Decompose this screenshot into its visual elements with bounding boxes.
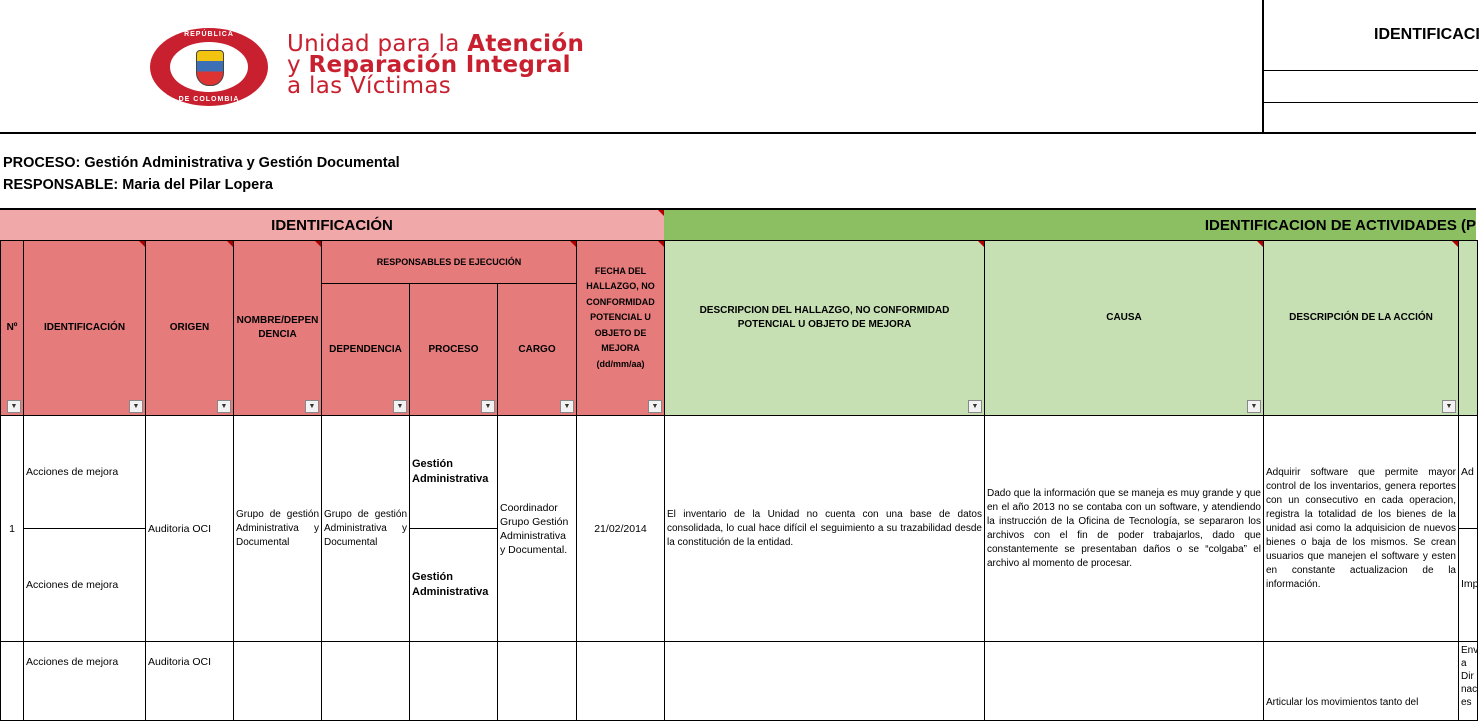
header-label: DEPENDENCIA bbox=[329, 343, 402, 355]
filter-dropdown-icon[interactable]: ▼ bbox=[1442, 400, 1456, 413]
row2-next: Env a Dir nac es bbox=[1458, 641, 1478, 721]
seal-top-text: REPÚBLICA bbox=[184, 31, 234, 38]
unidad-logo bbox=[287, 31, 585, 99]
row1-cargo: Coordinador Grupo Gestión Administrativa y Documental. bbox=[497, 415, 577, 642]
row1-identificacion-b: Acciones de mejora bbox=[23, 528, 146, 642]
col-header-nombre bbox=[233, 240, 322, 416]
logo-text: a las Víctimas bbox=[287, 73, 452, 99]
filter-dropdown-icon[interactable]: ▼ bbox=[217, 400, 231, 413]
col-header-origen bbox=[145, 240, 234, 416]
process-info bbox=[3, 152, 400, 196]
responsable-label: RESPONSABLE: Maria del Pilar Lopera bbox=[3, 177, 273, 193]
band-actividades bbox=[664, 208, 1476, 241]
logo-text: Unidad para la bbox=[287, 31, 468, 57]
row1-descripcion: El inventario de la Unidad no cuenta con una base de datos consolidada, lo cual hace difícil el seguimiento a su trazabilidad desde la constitución de la entidad. bbox=[664, 415, 985, 642]
row1-origen: Auditoria OCI bbox=[145, 415, 234, 642]
row2-identificacion: Acciones de mejora bbox=[23, 641, 146, 721]
col-header-next bbox=[1458, 240, 1478, 416]
filter-dropdown-icon[interactable]: ▼ bbox=[560, 400, 574, 413]
row2-fecha bbox=[576, 641, 665, 721]
filter-dropdown-icon[interactable]: ▼ bbox=[481, 400, 495, 413]
header-label: NOMBRE/DEPENDENCIA bbox=[236, 315, 319, 340]
header-right-box bbox=[1262, 0, 1480, 134]
row1-num: 1 bbox=[0, 415, 24, 642]
row1-next-a: Ad bbox=[1458, 415, 1478, 529]
row2-nombre bbox=[233, 641, 322, 721]
header-label: DESCRIPCIÓN DE LA ACCIÓN bbox=[1289, 312, 1433, 323]
row1-next-b: Imp bbox=[1458, 528, 1478, 642]
header-label: RESPONSABLES DE EJECUCIÓN bbox=[376, 257, 522, 267]
row1-proceso-a: Gestión Administrativa bbox=[409, 415, 498, 529]
row2-proceso bbox=[409, 641, 498, 721]
filter-dropdown-icon[interactable]: ▼ bbox=[648, 400, 662, 413]
band-title: IDENTIFICACION DE ACTIVIDADES (P bbox=[1204, 217, 1476, 234]
col-header-cargo bbox=[497, 283, 577, 416]
col-header-fecha bbox=[576, 240, 665, 416]
divider bbox=[1264, 102, 1478, 103]
header-label: CARGO bbox=[518, 343, 556, 355]
row1-proceso-b: Gestión Administrativa bbox=[409, 528, 498, 642]
header-label: Nº bbox=[6, 322, 18, 333]
header-label: CAUSA bbox=[1106, 312, 1142, 323]
col-header-accion bbox=[1263, 240, 1459, 416]
header-label: PROCESO bbox=[428, 343, 479, 355]
col-header-responsables bbox=[321, 240, 577, 284]
row1-accion: Adquirir software que permite mayor control de los inventarios, genera reportes con un consecutivo en cada operacion, registra la totalidad de los bienes de la unidad asi como la adquisicion de nuevos bienes o baja de los mismos. Se crean usuarios que manejen el software y esten en constante actualizacion de la información. bbox=[1263, 415, 1459, 642]
filter-dropdown-icon[interactable]: ▼ bbox=[7, 400, 21, 413]
divider bbox=[1264, 70, 1478, 71]
col-header-proceso bbox=[409, 283, 498, 416]
row2-causa bbox=[984, 641, 1264, 721]
row2-num bbox=[0, 641, 24, 721]
document-header bbox=[0, 0, 1480, 134]
header-label: IDENTIFICACIÓN bbox=[43, 322, 126, 333]
row1-causa: Dado que la información que se maneja es muy grande y que en el año 2013 no se contaba con un software, y atendiendo la instrucción de la Oficina de Tecnología, se separaron los archivos con el fin de poder trabajarlos, dado que constantemente se presentaban daños o se “colgaba” el archivo al momento de procesar. bbox=[984, 415, 1264, 642]
row2-cargo bbox=[497, 641, 577, 721]
col-header-identificacion bbox=[23, 240, 146, 416]
col-header-causa bbox=[984, 240, 1264, 416]
band-identificacion bbox=[0, 208, 664, 241]
row2-descripcion bbox=[664, 641, 985, 721]
colombia-seal-icon bbox=[150, 28, 268, 106]
col-header-dependencia bbox=[321, 283, 410, 416]
col-header-num bbox=[0, 240, 24, 416]
band-title: IDENTIFICACIÓN bbox=[271, 217, 393, 234]
row1-identificacion-a: Acciones de mejora bbox=[23, 415, 146, 529]
header-label: DESCRIPCION DEL HALLAZGO, NO CONFORMIDAD POTENCIAL U OBJETO DE MEJORA bbox=[699, 305, 950, 330]
shield-icon bbox=[196, 50, 224, 86]
row2-dependencia bbox=[321, 641, 410, 721]
logo-text: y bbox=[287, 52, 309, 78]
row1-fecha: 21/02/2014 bbox=[576, 415, 665, 642]
filter-dropdown-icon[interactable]: ▼ bbox=[1247, 400, 1261, 413]
header-label: FECHA DEL HALLAZGO, NO CONFORMIDAD POTENCIAL U OBJETO DE MEJORA (dd/mm/aa) bbox=[586, 265, 655, 369]
seal-bottom-text: DE COLOMBIA bbox=[178, 96, 240, 103]
proceso-label: PROCESO: Gestión Administrativa y Gestión Documental bbox=[3, 155, 400, 171]
header-label: ORIGEN bbox=[169, 322, 210, 333]
filter-dropdown-icon[interactable]: ▼ bbox=[393, 400, 407, 413]
row1-nombre: Grupo de gestión Administrativa y Documental bbox=[233, 415, 322, 642]
filter-dropdown-icon[interactable]: ▼ bbox=[129, 400, 143, 413]
filter-dropdown-icon[interactable]: ▼ bbox=[968, 400, 982, 413]
logo-text-bold: Atención bbox=[467, 31, 585, 57]
header-right-title: IDENTIFICACI bbox=[1374, 26, 1480, 43]
col-header-descripcion bbox=[664, 240, 985, 416]
row2-accion: Articular los movimientos tanto del bbox=[1263, 641, 1459, 721]
row2-origen: Auditoria OCI bbox=[145, 641, 234, 721]
logo-text-bold: Reparación Integral bbox=[308, 52, 571, 78]
filter-dropdown-icon[interactable]: ▼ bbox=[305, 400, 319, 413]
row1-dependencia: Grupo de gestión Administrativa y Documental bbox=[321, 415, 410, 642]
